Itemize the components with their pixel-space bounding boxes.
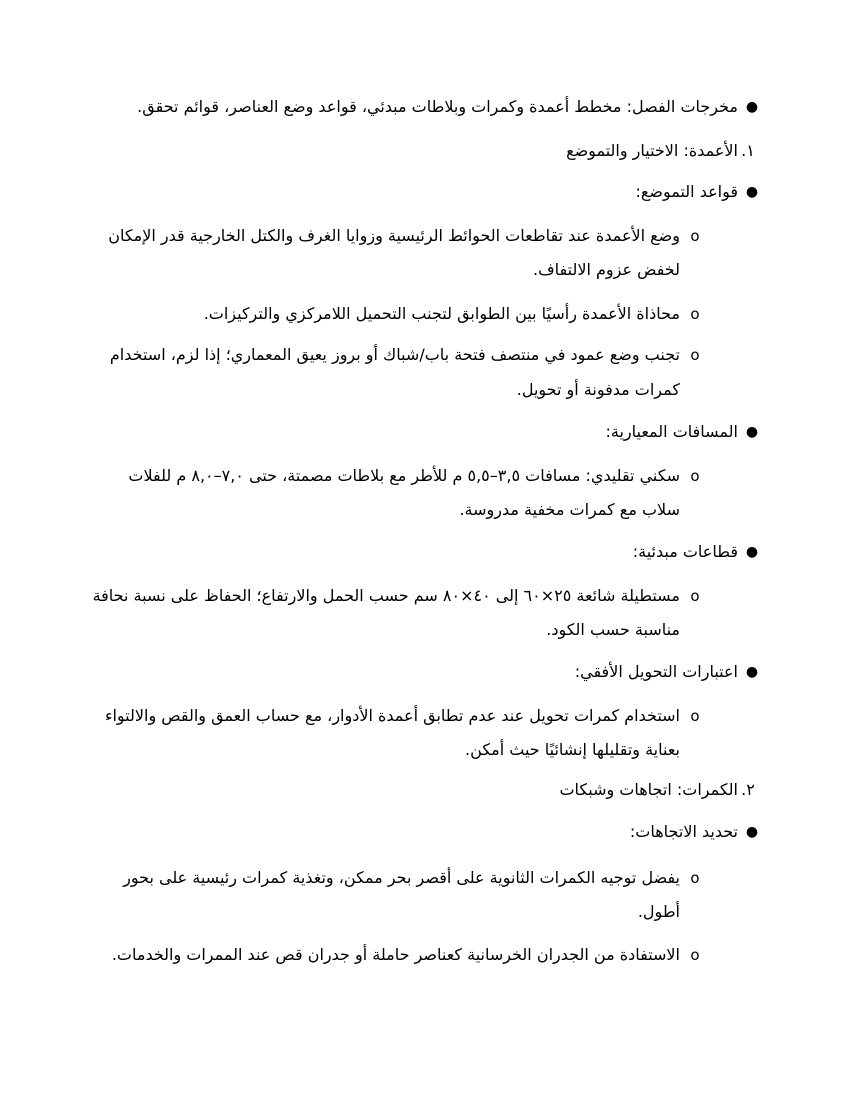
bullet-item-placement-rules xyxy=(0,172,850,212)
bullet-item-directions xyxy=(0,812,850,852)
circle-bullet-icon: o xyxy=(690,467,700,485)
circle-bullet-icon: o xyxy=(690,707,700,725)
sub-item xyxy=(0,935,850,975)
sub-item-text: كمرات مدفونة أو تحويل. xyxy=(516,380,680,399)
section-title: الأعمدة: الاختيار والتموضع xyxy=(566,141,738,160)
bullet-item-outcomes xyxy=(0,87,850,127)
sub-item-text: وضع الأعمدة عند تقاطعات الحوائط الرئيسية وزوايا الغرف والكتل الخارجية قدر الإمكان xyxy=(108,226,680,245)
section-number: ١. xyxy=(741,141,755,160)
circle-bullet-icon: o xyxy=(690,227,700,245)
circle-bullet-icon: o xyxy=(690,305,700,323)
sub-item-text: مناسبة حسب الكود. xyxy=(546,620,680,639)
sub-item-text: تجنب وضع عمود في منتصف فتحة باب/شباك أو بروز يعيق المعماري؛ إذا لزم، استخدام xyxy=(109,345,680,364)
sub-item-text: مستطيلة شائعة ٢٥×٦٠ إلى ٤٠×٨٠ سم حسب الحمل والارتفاع؛ الحفاظ على نسبة نحافة xyxy=(92,586,680,605)
section-title: الكمرات: اتجاهات وشبكات xyxy=(559,780,738,799)
sub-item-text: استخدام كمرات تحويل عند عدم تطابق أعمدة الأدوار، مع حساب العمق والقص والالتواء xyxy=(104,706,680,725)
sub-item-text: سلاب مع كمرات مخفية مدروسة. xyxy=(459,500,680,519)
sub-item-continuation xyxy=(0,730,850,770)
sub-item-continuation xyxy=(0,610,850,650)
section-heading-columns xyxy=(0,131,850,171)
sub-item-text: الاستفادة من الجدران الخرسانية كعناصر حاملة أو جدران قص عند الممرات والخدمات. xyxy=(111,945,680,964)
bullet-text: مخرجات الفصل: مخطط أعمدة وكمرات وبلاطات مبدئي، قواعد وضع العناصر، قوائم تحقق. xyxy=(137,97,738,116)
sub-item-continuation xyxy=(0,490,850,530)
sub-item-text: محاذاة الأعمدة رأسيًا بين الطوابق لتجنب التحميل اللامركزي والتركيزات. xyxy=(203,304,680,323)
sub-item-text: سكني تقليدي: مسافات ٣,٥–٥,٥ م للأطر مع بلاطات مصمتة، حتى ٧,٠–٨,٠ م للفلات xyxy=(128,466,680,485)
circle-bullet-icon: o xyxy=(690,587,700,605)
bullet-icon: ● xyxy=(745,544,759,560)
sub-item-text: لخفض عزوم الالتفاف. xyxy=(533,260,680,279)
circle-bullet-icon: o xyxy=(690,946,700,964)
bullet-text: قواعد التموضع: xyxy=(635,182,738,201)
sub-item-continuation xyxy=(0,892,850,932)
bullet-icon: ● xyxy=(745,99,759,115)
bullet-icon: ● xyxy=(745,424,759,440)
section-number: ٢. xyxy=(741,780,755,799)
bullet-text: اعتبارات التحويل الأفقي: xyxy=(574,662,738,681)
sub-item xyxy=(0,294,850,334)
section-heading-beams xyxy=(0,770,850,810)
circle-bullet-icon: o xyxy=(690,869,700,887)
bullet-icon: ● xyxy=(745,824,759,840)
bullet-item-standard-spans xyxy=(0,412,850,452)
bullet-text: قطاعات مبدئية: xyxy=(632,542,738,561)
bullet-item-horizontal-transfer xyxy=(0,652,850,692)
bullet-text: تحديد الاتجاهات: xyxy=(629,822,738,841)
sub-item xyxy=(0,335,850,375)
sub-item-continuation xyxy=(0,370,850,410)
bullet-icon: ● xyxy=(745,184,759,200)
bullet-text: المسافات المعيارية: xyxy=(605,422,738,441)
circle-bullet-icon: o xyxy=(690,346,700,364)
bullet-item-preliminary-sections xyxy=(0,532,850,572)
sub-item-text: أطول. xyxy=(637,902,680,921)
sub-item-continuation xyxy=(0,250,850,290)
sub-item-text: يفضل توجيه الكمرات الثانوية على أقصر بحر ممكن، وتغذية كمرات رئيسية على بحور xyxy=(123,868,680,887)
bullet-icon: ● xyxy=(745,664,759,680)
sub-item-text: بعناية وتقليلها إنشائيًا حيث أمكن. xyxy=(465,740,680,759)
